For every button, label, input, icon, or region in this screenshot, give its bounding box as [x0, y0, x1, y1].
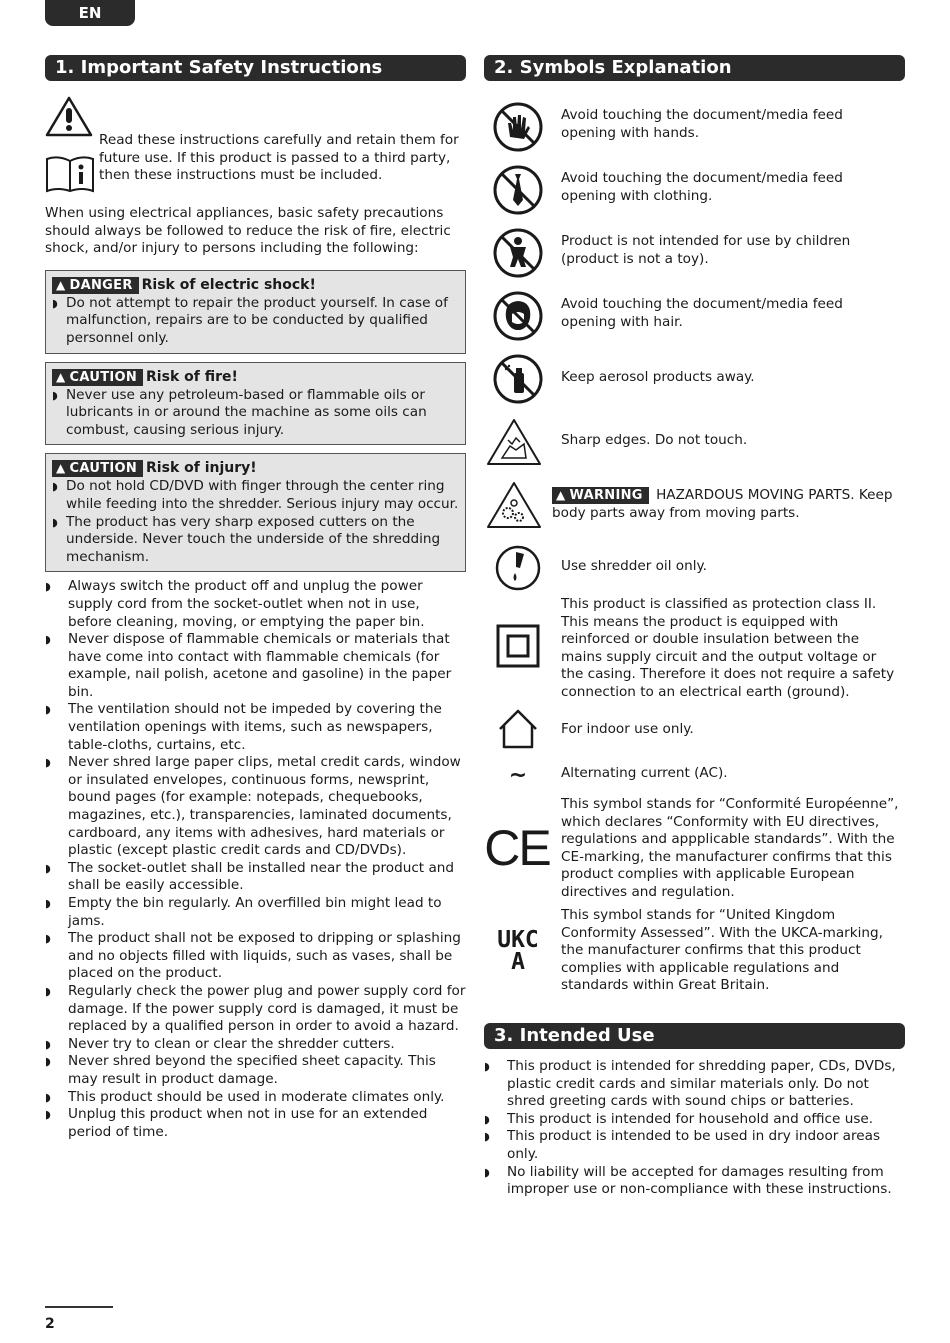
list-item: ◗ This product is intended for shredding paper, CDs, DVDs, plastic credit cards and similar materials only. Do not shred greeting cards with sound chips or batteries. — [484, 1058, 905, 1111]
warning-badge: ▲ WARNING — [552, 487, 649, 504]
caution-badge: ▲ CAUTION — [52, 460, 143, 477]
list-item: ◗ Never shred beyond the specified sheet capacity. This may result in product damage. — [45, 1053, 466, 1088]
list-item: ◗ The product has very sharp exposed cutters on the underside. Never touch the underside of the shredding mechanism. — [52, 514, 459, 567]
list-item: ◗ Do not attempt to repair the product yourself. In case of malfunction, repairs are to be conducted by qualified personnel only. — [52, 295, 459, 348]
list-item: ◗ This product is intended to be used in dry indoor areas only. — [484, 1128, 905, 1163]
oil-icon — [490, 540, 546, 596]
list-item: ◗ Never shred large paper clips, metal credit cards, window or insulated envelopes, continuous forms, newsprint, bound pages (for example: notepads, chequebooks, magazines, etc.), transparencies, laminated documents, cardboard, any items with adhesives, hard materials or plastic (except plastic credit cards and CD/DVDs). — [45, 754, 466, 860]
list-item: ◗ The product shall not be exposed to dripping or splashing and no objects filled with liquids, such as vases, shall be placed on the product. — [45, 930, 466, 983]
list-item: ◗ Never use any petroleum-based or flammable oils or lubricants in or around the machine as some oils can combust, causing serious injury. — [52, 387, 459, 440]
symbol-row — [484, 596, 905, 706]
caution-box-injury — [45, 453, 466, 572]
symbol-text: Sharp edges. Do not touch. — [561, 432, 748, 448]
symbols-section — [484, 55, 905, 1198]
list-item: ◗ This product is intended for household and office use. — [484, 1111, 905, 1129]
list-item: ◗ Unplug this product when not in use for an extended period of time. — [45, 1106, 466, 1141]
no-tie-icon — [490, 162, 546, 218]
section-heading-symbols: 2. Symbols Explanation — [484, 55, 905, 81]
language-tab: EN — [45, 0, 135, 26]
symbol-text: This symbol stands for “United Kingdom Conformity Assessed”. With the UKCA-marking, the manufacturer confirms that this product complies with applicable regulations and standards within Great Britain. — [561, 907, 883, 994]
symbol-row — [484, 351, 905, 407]
read-manual-icon — [45, 153, 95, 193]
list-item: ◗ Always switch the product off and unplug the power supply cord from the socket-outlet when not in use, before cleaning, moving, or emptying the paper bin. — [45, 578, 466, 631]
page-number: 2 — [45, 1316, 55, 1332]
list-item: ◗ Never dispose of flammable chemicals or materials that have come into contact with flammable chemicals (for example, nail polish, acetone and gasoline) in the paper bin. — [45, 631, 466, 701]
list-item: ◗ The socket-outlet shall be installed near the product and shall be easily accessible. — [45, 860, 466, 895]
symbol-text: Alternating current (AC). — [561, 765, 728, 781]
caution-badge: ▲ CAUTION — [52, 369, 143, 386]
list-item: ◗ Empty the bin regularly. An overfilled bin might lead to jams. — [45, 895, 466, 930]
warning-triangle-icon — [45, 95, 93, 137]
symbol-text: For indoor use only. — [561, 721, 694, 737]
intended-use-list — [484, 1058, 905, 1199]
list-item: ◗ No liability will be accepted for damages resulting from improper use or non-compliance with these instructions. — [484, 1164, 905, 1199]
symbol-row — [484, 288, 905, 344]
danger-badge: ▲ DANGER — [52, 277, 139, 294]
symbol-text: Use shredder oil only. — [561, 558, 707, 574]
moving-parts-icon — [486, 477, 542, 533]
safety-instructions-section — [45, 55, 466, 1141]
box-title: Risk of electric shock! — [141, 276, 316, 293]
box-title: Risk of fire! — [146, 368, 238, 385]
sharp-edges-icon — [486, 414, 542, 470]
precautions-paragraph: When using electrical appliances, basic safety precautions should always be followed to reduce the risk of fire, electric shock, and/or injury to persons including the following: — [45, 205, 451, 257]
symbol-text: Keep aerosol products away. — [561, 369, 755, 385]
list-item: ◗ This product should be used in moderate climates only. — [45, 1089, 466, 1107]
section-heading-safety: 1. Important Safety Instructions — [45, 55, 466, 81]
symbol-row — [484, 477, 905, 533]
ce-icon: CE — [484, 820, 550, 876]
no-hands-icon — [490, 99, 546, 155]
caution-box-fire — [45, 362, 466, 446]
intro-text: Read these instructions carefully and retain them for future use. If this product is passed to a third party, then these instructions must be included. — [99, 132, 459, 184]
symbol-row — [484, 705, 905, 753]
symbol-row — [484, 907, 905, 997]
symbol-text: Avoid touching the document/media feed opening with hair. — [561, 296, 843, 330]
symbol-text: ▲ WARNING HAZARDOUS MOVING PARTS. Keep body parts away from moving parts. — [552, 487, 893, 521]
section-heading-intended-use: 3. Intended Use — [484, 1023, 905, 1049]
symbol-text: This symbol stands for “Conformité Européenne”, which declares “Conformity with EU directives, regulations and appplicable standards”. With the CE-marking, the manufacturer confirms that this product complies with applicable European directives and regulation. — [561, 796, 899, 900]
symbol-text: Avoid touching the document/media feed opening with hands. — [561, 107, 843, 141]
symbol-row — [484, 761, 905, 791]
symbol-row — [484, 414, 905, 470]
symbol-row — [484, 99, 905, 155]
symbol-row — [484, 540, 905, 596]
symbol-text: Product is not intended for use by children (product is not a toy). — [561, 233, 851, 267]
warning-triangle-icon: ▲ — [556, 488, 566, 502]
symbol-row — [484, 162, 905, 218]
symbol-row — [484, 796, 905, 906]
intro-block — [45, 95, 466, 205]
ac-icon: ~ — [508, 762, 528, 788]
safety-list — [45, 578, 466, 1141]
danger-box-electric-shock — [45, 270, 466, 354]
ukca-icon: UKCA — [497, 927, 539, 975]
no-children-icon — [490, 225, 546, 281]
class-ii-icon — [490, 618, 546, 674]
warning-triangle-icon: ▲ — [56, 461, 66, 476]
no-aerosol-icon — [490, 351, 546, 407]
list-item: ◗ Regularly check the power plug and power supply cord for damage. If the power supply cord is damaged, it must be replaced by a qualified person in order to avoid a hazard. — [45, 983, 466, 1036]
list-item: ◗ Never try to clean or clear the shredder cutters. — [45, 1036, 466, 1054]
list-item: ◗ Do not hold CD/DVD with finger through the center ring while feeding into the shredder. Serious injury may occur. — [52, 478, 459, 513]
box-title: Risk of injury! — [146, 460, 257, 477]
no-hair-icon — [490, 288, 546, 344]
symbol-row — [484, 225, 905, 281]
warning-triangle-icon: ▲ — [56, 277, 66, 292]
footer-rule — [45, 1306, 113, 1308]
symbol-text: Avoid touching the document/media feed opening with clothing. — [561, 170, 843, 204]
symbol-text: This product is classified as protection class II. This means the product is equipped with reinforced or double insulation between the mains supply circuit and the output voltage or the casing. Therefore it does not require a safety connection to an electrical earth (ground). — [561, 596, 895, 700]
list-item: ◗ The ventilation should not be impeded by covering the ventilation openings with items, such as newspapers, table-cloths, curtains, etc. — [45, 701, 466, 754]
warning-triangle-icon: ▲ — [56, 369, 66, 384]
